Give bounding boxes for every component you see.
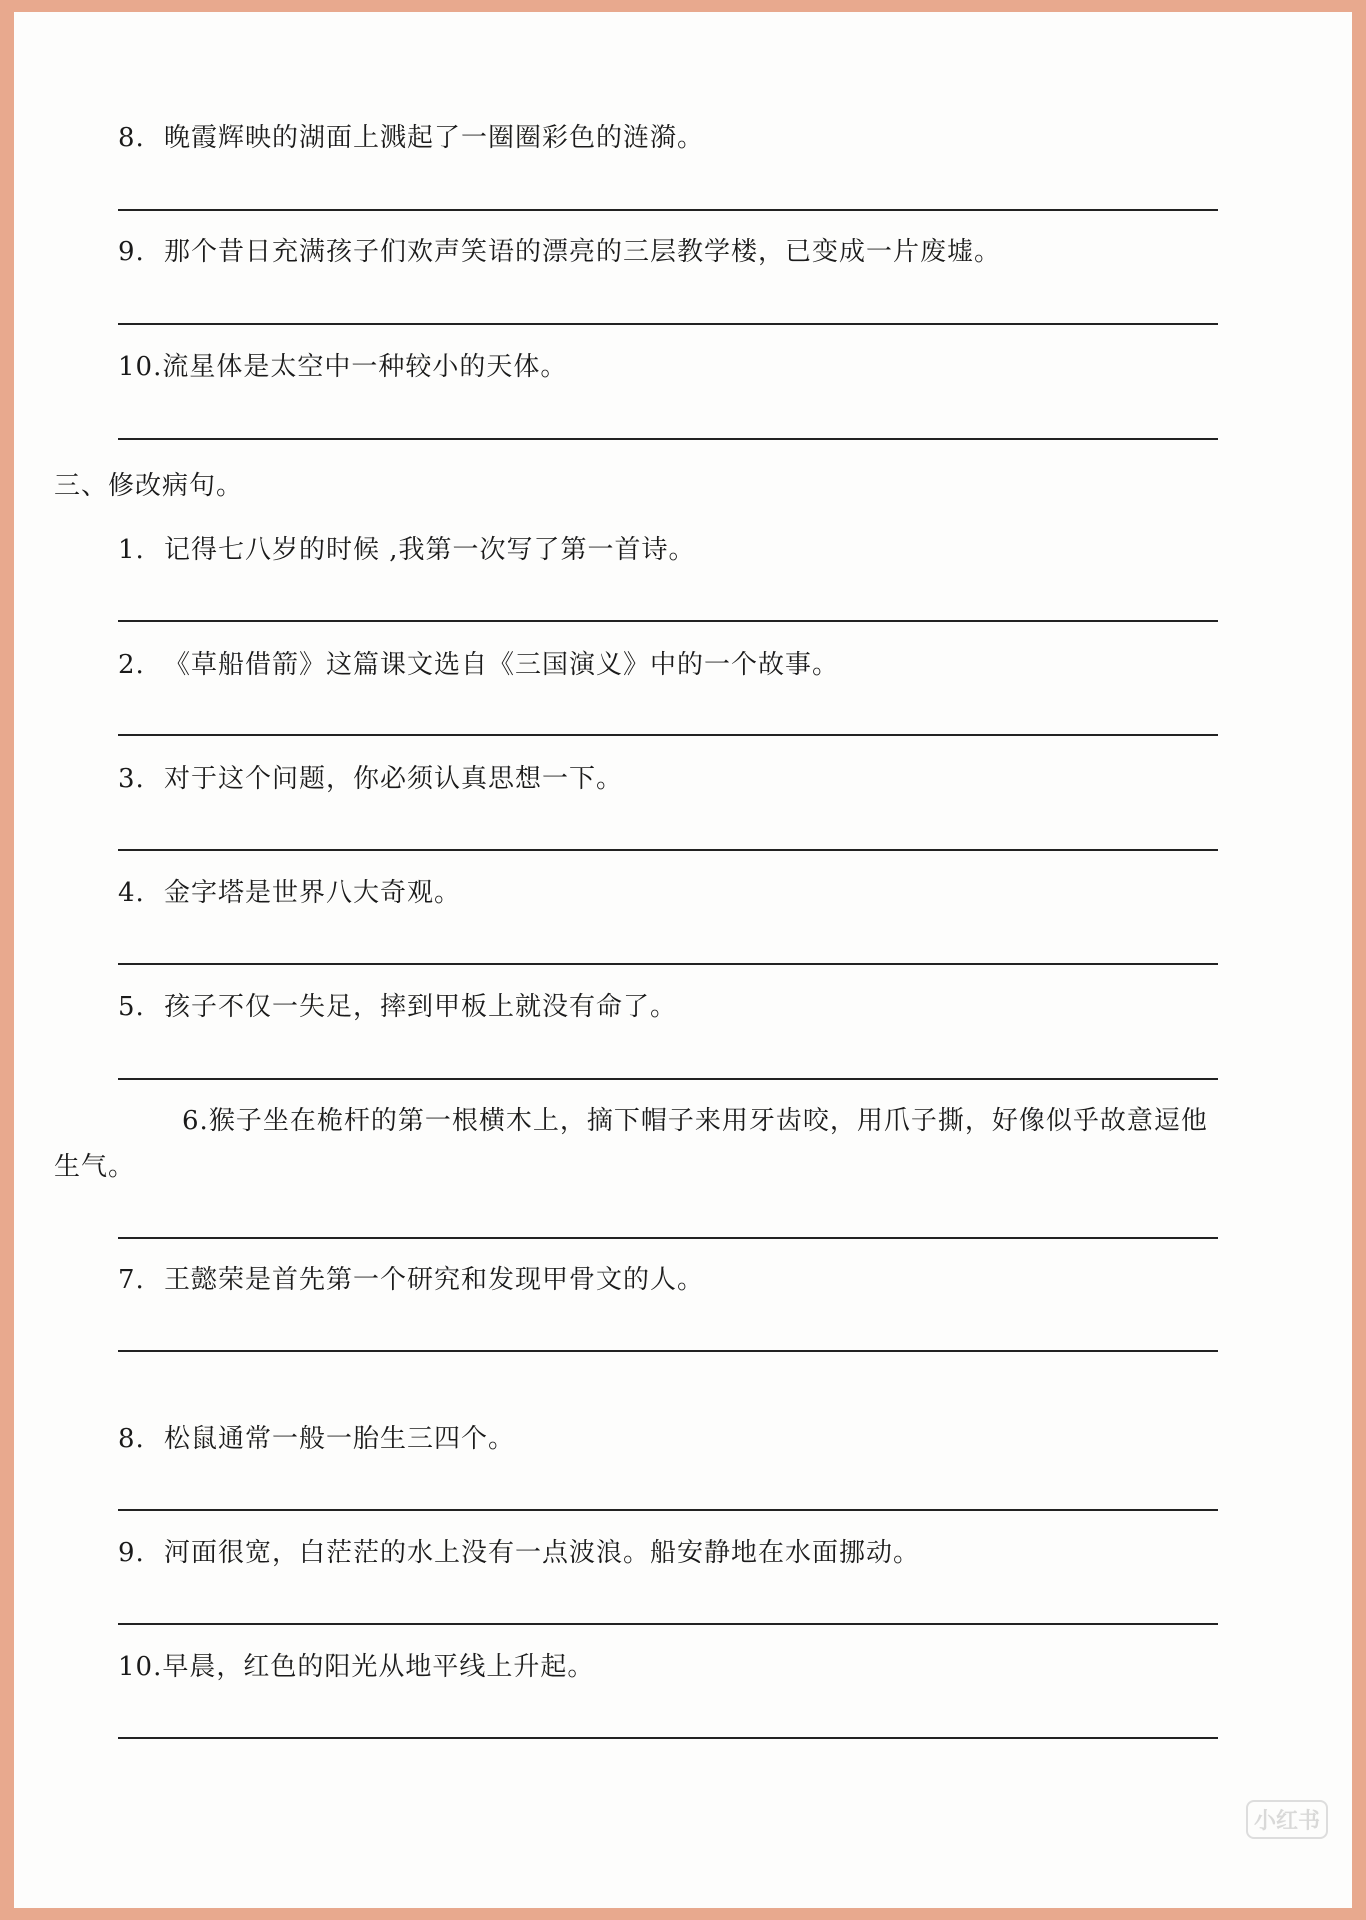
item-number: 2. [118, 650, 145, 680]
item-text: 早晨，红色的阳光从地平线上升起。 [162, 1652, 595, 1682]
item-text: 流星体是太空中一种较小的天体。 [162, 352, 568, 382]
item-text: 河面很宽，白茫茫的水上没有一点波浪。船安静地在水面挪动。 [164, 1538, 921, 1568]
list-item [118, 118, 704, 158]
item-number: 1. [118, 535, 145, 565]
list-item [118, 1647, 594, 1687]
list-item [54, 1098, 1224, 1190]
answer-line [118, 734, 1218, 736]
answer-line [118, 1737, 1218, 1739]
list-item [118, 530, 696, 570]
list-item [118, 1419, 515, 1459]
list-item [118, 873, 461, 913]
item-text: 松鼠通常一般一胎生三四个。 [164, 1424, 516, 1454]
section-heading: 三、修改病句。 [54, 471, 244, 501]
answer-line [118, 1350, 1218, 1352]
item-number: 9. [118, 1538, 145, 1568]
answer-line [118, 1509, 1218, 1511]
item-text: 晚霞辉映的湖面上溅起了一圈圈彩色的涟漪。 [164, 123, 705, 153]
item-text: 猴子坐在桅杆的第一根横木上，摘下帽子来用牙齿咬，用爪子撕，好像似乎故意逗他生气。 [54, 1106, 1208, 1182]
worksheet-page [14, 12, 1352, 1908]
list-item [118, 987, 677, 1027]
list-item [118, 232, 1001, 272]
item-number: 10. [118, 352, 163, 382]
item-text: 对于这个问题，你必须认真思想一下。 [164, 764, 624, 794]
item-number: 5. [118, 992, 145, 1022]
item-number: 9. [118, 237, 145, 267]
answer-line [118, 849, 1218, 851]
item-text: 记得七八岁的时候 ,我第一次写了第一首诗。 [164, 535, 696, 565]
list-item [118, 645, 839, 685]
item-text: 金字塔是世界八大奇观。 [164, 878, 462, 908]
watermark-logo: 小红书 [1246, 1800, 1328, 1839]
list-item [118, 759, 623, 799]
item-number: 7. [118, 1265, 145, 1295]
item-number: 8. [118, 123, 145, 153]
answer-line [118, 323, 1218, 325]
answer-line [118, 1237, 1218, 1239]
list-item [118, 347, 567, 387]
answer-line [118, 209, 1218, 211]
answer-line [118, 438, 1218, 440]
item-number: 8. [118, 1424, 145, 1454]
answer-line [118, 963, 1218, 965]
list-item [118, 1533, 920, 1573]
item-number: 10. [118, 1652, 163, 1682]
item-number: 3. [118, 764, 145, 794]
answer-line [118, 1078, 1218, 1080]
item-text: 王懿荣是首先第一个研究和发现甲骨文的人。 [164, 1265, 705, 1295]
list-item [118, 1260, 704, 1300]
item-number: 4. [118, 878, 145, 908]
item-text: 《草船借箭》这篇课文选自《三国演义》中的一个故事。 [164, 650, 840, 680]
answer-line [118, 620, 1218, 622]
item-text: 那个昔日充满孩子们欢声笑语的漂亮的三层教学楼，已变成一片废墟。 [164, 237, 1002, 267]
answer-line [118, 1623, 1218, 1625]
item-number: 6. [182, 1106, 209, 1136]
item-text: 孩子不仅一失足，摔到甲板上就没有命了。 [164, 992, 678, 1022]
